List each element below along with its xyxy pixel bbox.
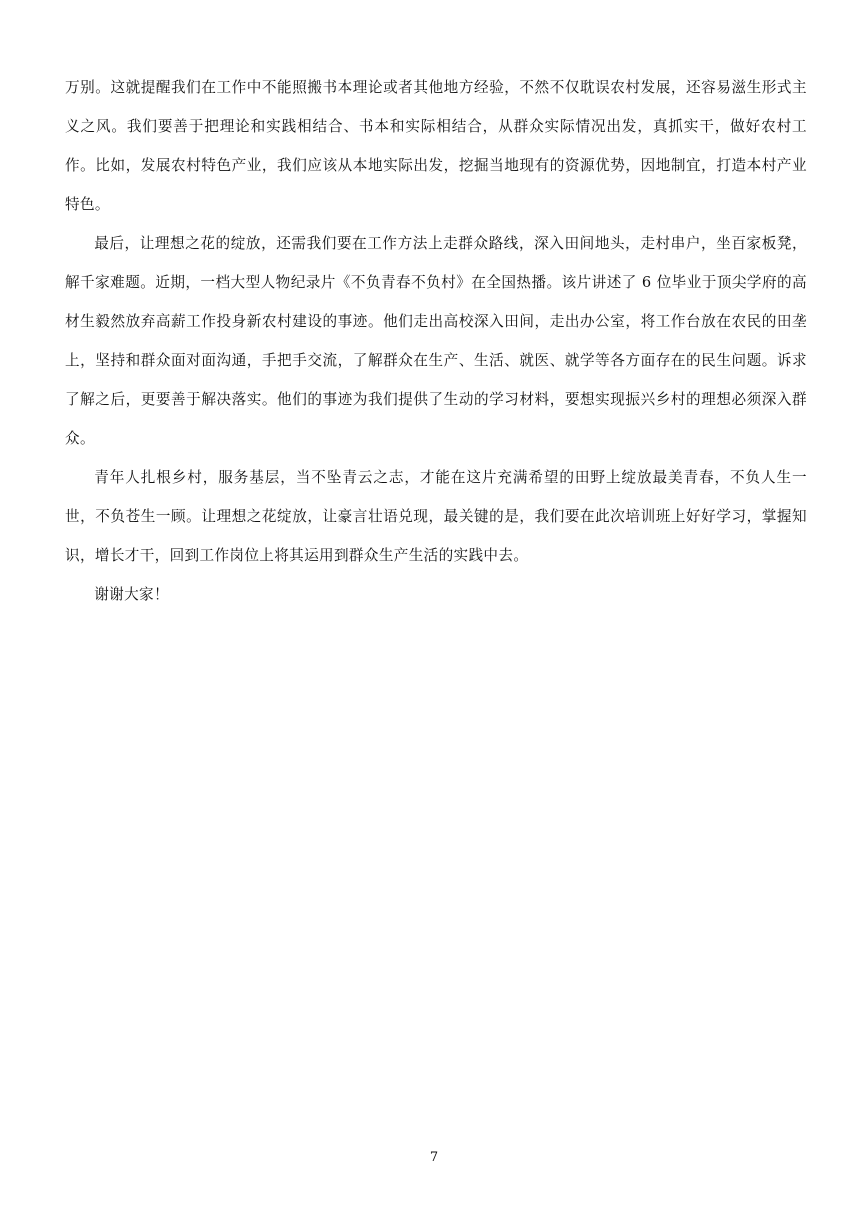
document-body (65, 68, 807, 614)
paragraph-mass-line: 最后，让理想之花的绽放，还需我们要在工作方法上走群众路线，深入田间地头，走村串户，坐百家板凳，解千家难题。近期，一档大型人物纪录片《不负青春不负村》在全国热播。该片讲述了 6 位毕业于顶尖学府的高材生毅然放弃高薪工作投身新农村建设的事迹。他们走出高校深入田间，走出办公室，将工作台放在农民的田垄上，坚持和群众面对面沟通，手把手交流，了解群众在生产、生活、就医、就学等各方面存在的民生问题。诉求了解之后，更要善于解决落实。他们的事迹为我们提供了生动的学习材料，要想实现振兴乡村的理想必须深入群众。 (65, 235, 807, 447)
paragraph-continuation: 万别。这就提醒我们在工作中不能照搬书本理论或者其他地方经验，不然不仅耽误农村发展，还容易滋生形式主义之风。我们要善于把理论和实践相结合、书本和实际相结合，从群众实际情况出发，真抓实干，做好农村工作。比如，发展农村特色产业，我们应该从本地实际出发，挖掘当地现有的资源优势，因地制宜，打造本村产业特色。 (65, 79, 807, 213)
paragraph-youth-rural: 青年人扎根乡村，服务基层，当不坠青云之志，才能在这片充满希望的田野上绽放最美青春，不负人生一世，不负苍生一顾。让理想之花绽放，让豪言壮语兑现，最关键的是，我们要在此次培训班上好好学习，掌握知识，增长才干，回到工作岗位上将其运用到群众生产生活的实践中去。 (65, 469, 807, 564)
page-number: 7 (429, 1150, 439, 1165)
paragraph-closing-thanks: 谢谢大家！ (94, 586, 169, 603)
